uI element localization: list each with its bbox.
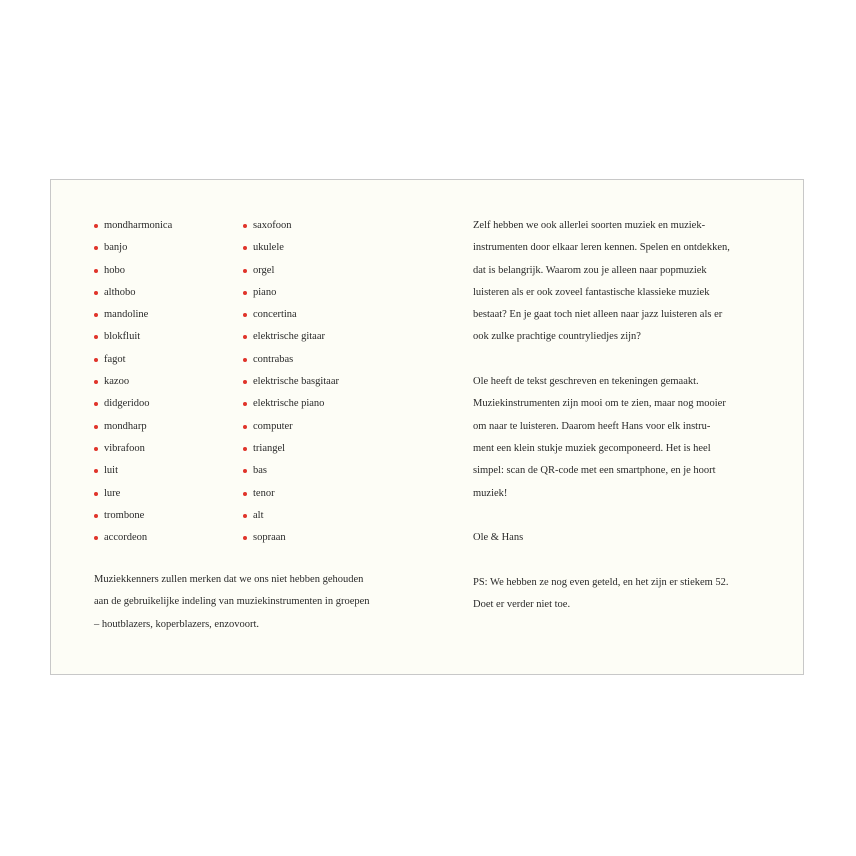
instrument-label: hobo	[104, 264, 125, 276]
instrument-label: elektrische gitaar	[253, 331, 326, 343]
instrument-item	[243, 371, 339, 393]
instrument-item	[243, 326, 339, 348]
instrument-label: sopraan	[253, 532, 286, 544]
postscript	[473, 572, 763, 617]
text-line: bestaat? En je gaat toch niet alleen naar jazz luisteren als er	[473, 309, 723, 321]
instrument-item	[94, 438, 172, 460]
bullet-icon	[243, 402, 247, 406]
text-line: om naar te luisteren. Daarom heeft Hans voor elk instru-	[473, 420, 711, 432]
text-line: ment een klein stukje muziek gecomponeerd. Het is heel	[473, 442, 711, 454]
bullet-icon	[94, 246, 98, 250]
bullet-icon	[243, 246, 247, 250]
instrument-item	[94, 260, 172, 282]
instrument-item	[243, 438, 339, 460]
instrument-item	[243, 505, 339, 527]
instrument-label: triangel	[253, 442, 286, 454]
bullet-icon	[243, 291, 247, 295]
instrument-label: contrabas	[253, 353, 294, 365]
bullet-icon	[94, 269, 98, 273]
instrument-label: althobo	[104, 286, 136, 298]
bullet-icon	[243, 224, 247, 228]
instrument-label: vibrafoon	[104, 442, 145, 454]
instrument-item	[94, 237, 172, 259]
bullet-icon	[94, 536, 98, 540]
instrument-label: tenor	[253, 487, 275, 499]
instrument-label: banjo	[104, 242, 128, 254]
instrument-label: orgel	[253, 264, 275, 276]
bullet-icon	[94, 313, 98, 317]
instrument-label: saxofoon	[253, 220, 292, 231]
bullet-icon	[94, 358, 98, 362]
instrument-item	[94, 304, 172, 326]
instrument-label: ukulele	[253, 242, 284, 254]
instrument-item	[243, 260, 339, 282]
signature: Ole & Hans	[473, 532, 524, 544]
text-line: Muziekkenners zullen merken dat we ons niet hebben gehouden	[94, 574, 364, 585]
text-line: aan de gebruikelijke indeling van muziekinstrumenten in groepen	[94, 596, 370, 608]
bullet-icon	[94, 380, 98, 384]
bullet-icon	[94, 492, 98, 496]
instrument-label: didgeridoo	[104, 398, 150, 410]
bullet-icon	[94, 469, 98, 473]
bullet-icon	[243, 514, 247, 518]
instrument-item	[94, 393, 172, 415]
instrument-item	[243, 483, 339, 505]
instrument-item	[94, 483, 172, 505]
instrument-item	[94, 349, 172, 371]
bullet-icon	[94, 447, 98, 451]
instrument-item	[94, 460, 172, 482]
instrument-item	[243, 237, 339, 259]
bullet-icon	[243, 469, 247, 473]
instrument-label: mandoline	[104, 309, 149, 321]
paragraph-intro	[473, 215, 763, 349]
instrument-item	[94, 416, 172, 438]
text-line: luisteren als er ook zoveel fantastische klassieke muziek	[473, 286, 710, 298]
instrument-label: computer	[253, 420, 293, 432]
instrument-item	[94, 505, 172, 527]
bullet-icon	[243, 269, 247, 273]
text-line: Zelf hebben we ook allerlei soorten muziek en muziek-	[473, 220, 706, 231]
bullet-icon	[94, 224, 98, 228]
bullet-icon	[243, 313, 247, 317]
instrument-label: alt	[253, 509, 264, 521]
bullet-icon	[243, 380, 247, 384]
text-line: dat is belangrijk. Waarom zou je alleen naar popmuziek	[473, 264, 707, 276]
instrument-item	[243, 282, 339, 304]
bullet-icon	[243, 425, 247, 429]
book-spread	[50, 179, 804, 675]
text-line: Muziekinstrumenten zijn mooi om te zien, maar nog mooier	[473, 398, 726, 410]
bullet-icon	[243, 358, 247, 362]
instrument-list-left	[94, 215, 172, 549]
instrument-label: concertina	[253, 309, 297, 321]
instrument-label: bas	[253, 465, 267, 477]
bullet-icon	[243, 335, 247, 339]
instrument-label: mondharp	[104, 420, 147, 432]
text-line: Doet er verder niet toe.	[473, 599, 571, 611]
instrument-item	[243, 416, 339, 438]
text-line: ook zulke prachtige countryliedjes zijn?	[473, 331, 641, 343]
right-page-text	[473, 215, 763, 616]
instrument-label: accordeon	[104, 532, 148, 544]
instrument-label: luit	[104, 465, 119, 477]
instrument-label: elektrische piano	[253, 398, 325, 410]
text-line: muziek!	[473, 487, 508, 499]
instrument-item	[243, 304, 339, 326]
text-line: PS: We hebben ze nog even geteld, en het zijn er stiekem 52.	[473, 576, 729, 588]
instrument-label: fagot	[104, 353, 126, 365]
instrument-label: lure	[104, 487, 121, 499]
bullet-icon	[243, 447, 247, 451]
bullet-icon	[94, 335, 98, 339]
instrument-label: trombone	[104, 509, 145, 521]
bullet-icon	[94, 402, 98, 406]
instrument-item	[243, 349, 339, 371]
text-line: simpel: scan de QR-code met een smartphone, en je hoort	[473, 465, 716, 477]
instrument-item	[94, 326, 172, 348]
instrument-item	[243, 215, 339, 237]
bullet-icon	[243, 536, 247, 540]
bullet-icon	[243, 492, 247, 496]
bullet-icon	[94, 291, 98, 295]
instrument-item	[94, 371, 172, 393]
instrument-item	[243, 393, 339, 415]
instrument-item	[94, 527, 172, 549]
instrument-label: kazoo	[104, 376, 130, 388]
instrument-label: elektrische basgitaar	[253, 376, 339, 388]
instrument-list-right	[243, 215, 339, 549]
instrument-label: blokfluit	[104, 331, 141, 343]
note-left	[94, 569, 394, 636]
text-line: Ole heeft de tekst geschreven en tekeningen gemaakt.	[473, 376, 699, 388]
instrument-label: piano	[253, 286, 277, 298]
paragraph-authors	[473, 371, 763, 505]
bullet-icon	[94, 425, 98, 429]
instrument-item	[94, 215, 172, 237]
text-line: instrumenten door elkaar leren kennen. Spelen en ontdekken,	[473, 242, 730, 254]
bullet-icon	[94, 514, 98, 518]
instrument-item	[94, 282, 172, 304]
instrument-item	[243, 527, 339, 549]
instrument-label: mondharmonica	[104, 220, 173, 231]
text-line: – houtblazers, koperblazers, enzovoort.	[94, 618, 260, 630]
instrument-item	[243, 460, 339, 482]
